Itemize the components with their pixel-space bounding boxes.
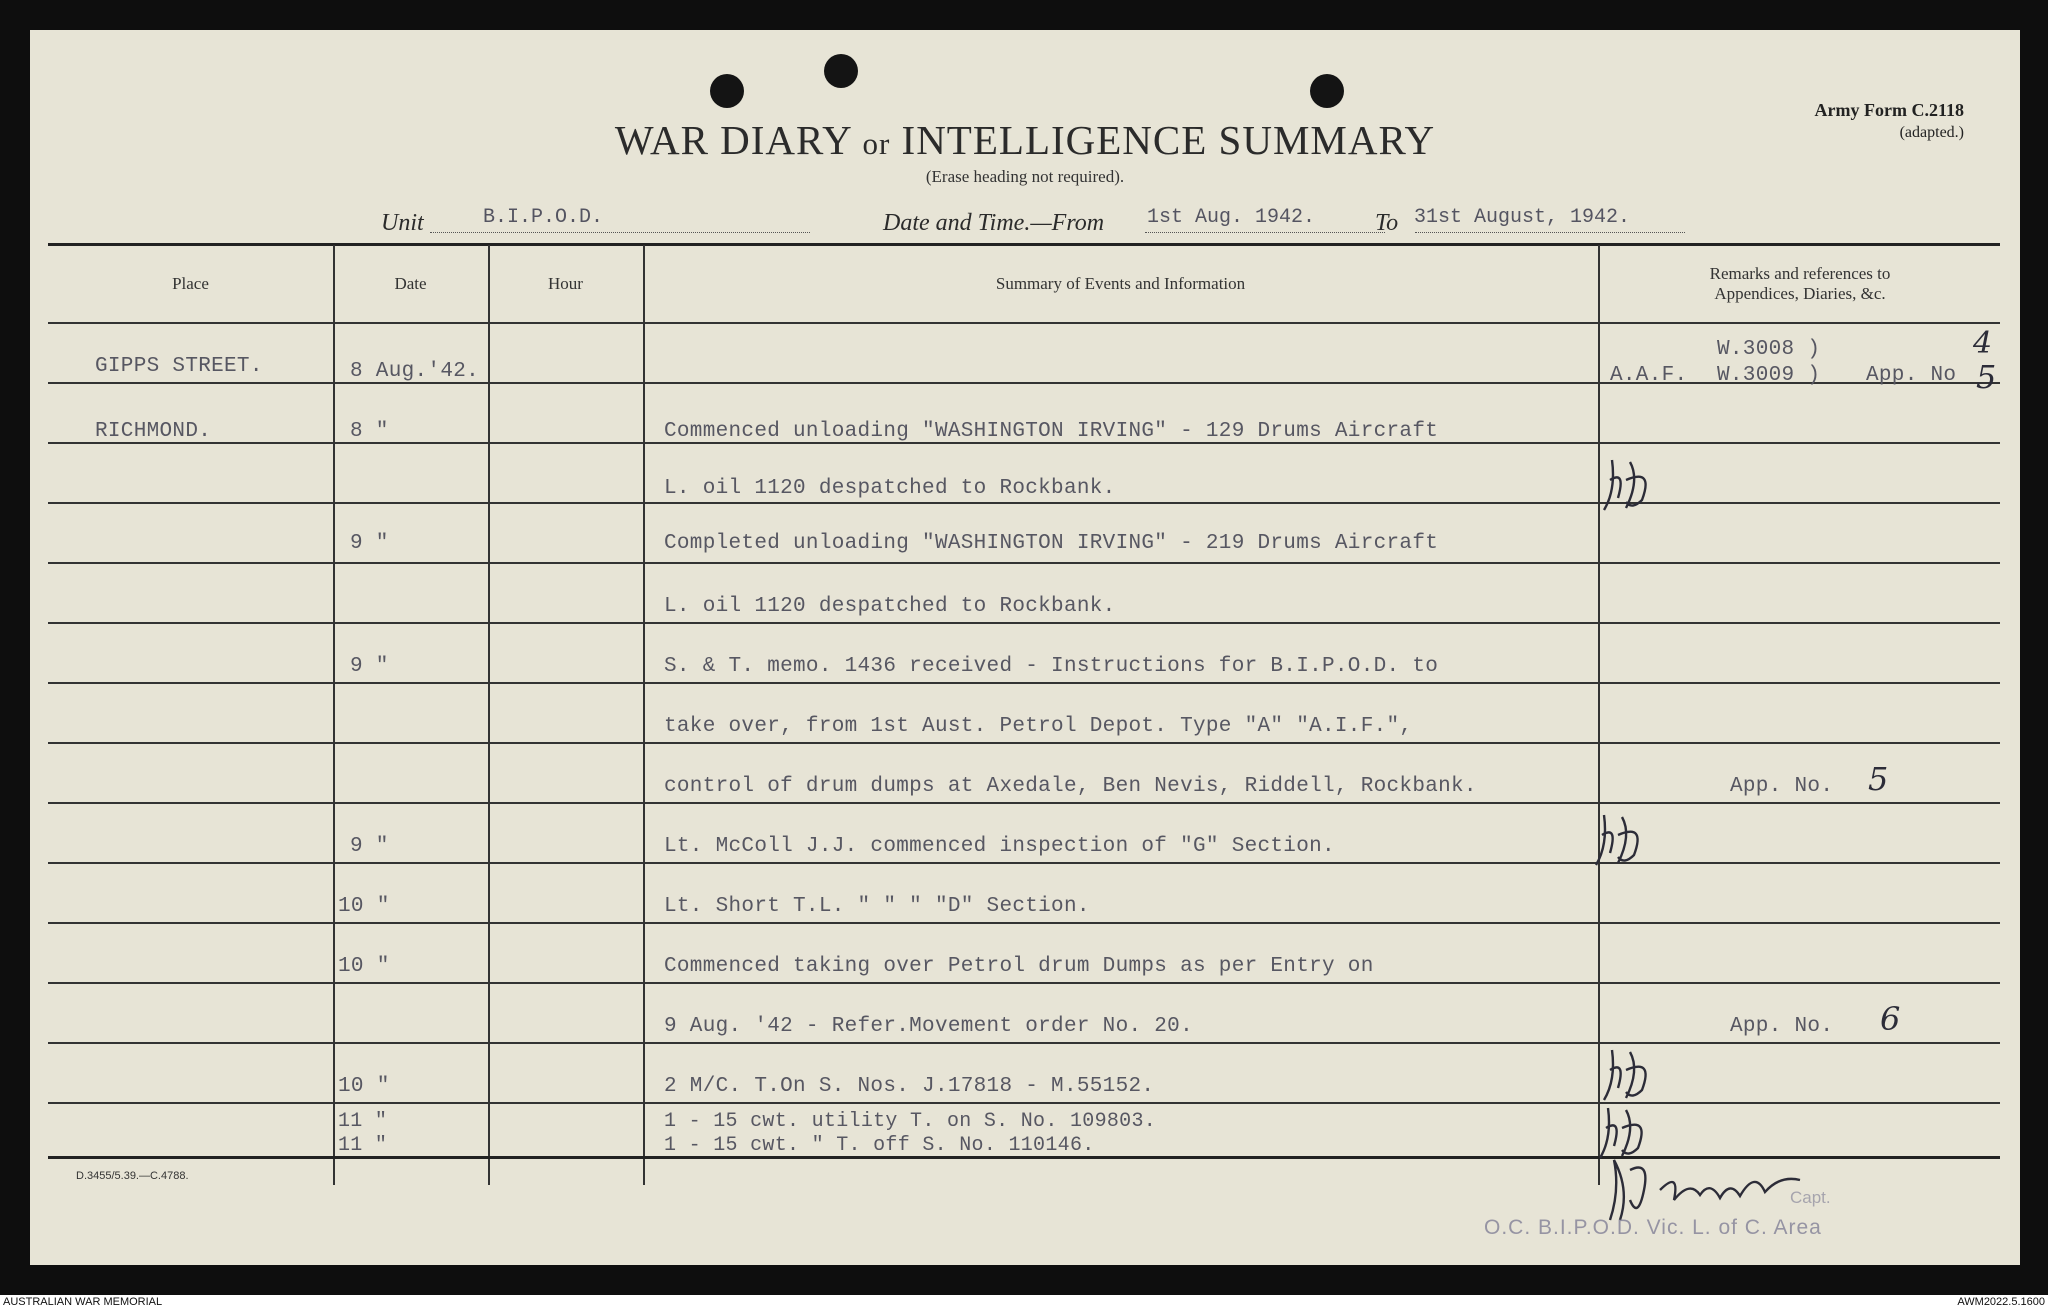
col-rule-date [488,245,490,1185]
row-rule [48,562,2000,564]
row-summary: Commenced unloading "WASHINGTON IRVING" - 129 Drums Aircraft [664,420,1439,443]
row-date: 10 " [338,1075,390,1098]
table-top-rule [48,243,2000,246]
row-date: 8 " [350,420,389,443]
row-summary: take over, from 1st Aust. Petrol Depot. Type "A" "A.I.F.", [664,715,1413,738]
to-dotline [1415,232,1685,233]
row-summary: 1 - 15 cwt. " T. off S. No. 110146. [664,1134,1095,1157]
unit-dotline [430,232,810,233]
from-value: 1st Aug. 1942. [1147,206,1316,229]
row-summary: 1 - 15 cwt. utility T. on S. No. 109803. [664,1110,1157,1133]
row-summary: S. & T. memo. 1436 received - Instructions for B.I.P.O.D. to [664,655,1439,678]
date-time-label: Date and Time.—From [883,210,1105,236]
row-place: RICHMOND. [95,420,212,443]
row-summary: 9 Aug. '42 - Refer.Movement order No. 20. [664,1015,1193,1038]
row-rule [48,682,2000,684]
remarks-aaf: A.A.F. [1610,364,1688,387]
row-rule [48,622,2000,624]
diary-page [30,30,2020,1265]
punch-hole [824,54,858,88]
handwritten-app-number: 5 [1868,760,1889,798]
row-summary: Commenced taking over Petrol drum Dumps as per Entry on [664,955,1374,978]
to-value: 31st August, 1942. [1414,206,1631,229]
row-rule [48,982,2000,984]
row-date: 9 " [350,532,389,555]
col-rule-hour [643,245,645,1185]
row-summary: Lt. McColl J.J. commenced inspection of "G" Section. [664,835,1335,858]
title-war-diary: WAR DIARY [614,117,852,163]
row-summary: Lt. Short T.L. " " " "D" Section. [664,895,1090,918]
row-summary: 2 M/C. T.On S. Nos. J.17818 - M.55152. [664,1075,1155,1098]
remarks-w3008: W.3008 ) [1717,338,1821,361]
punch-hole [1310,74,1344,108]
remarks-app-no: App. No [1866,364,1957,387]
remarks-w3009: W.3009 ) [1717,364,1821,387]
row-rule [48,862,2000,864]
row-date: 9 " [350,835,389,858]
caption-left: AUSTRALIAN WAR MEMORIAL [3,1296,163,1308]
unit-value: B.I.P.O.D. [483,206,604,229]
col-header-remarks [1600,264,2000,304]
punch-hole [710,74,744,108]
col-header-summary: Summary of Events and Information [995,274,1246,293]
remarks-header-line2: Appendices, Diaries, &c. [1714,284,1886,303]
row-rule [48,802,2000,804]
remarks-header-line1: Remarks and references to [1709,264,1891,283]
row-rule [48,1102,2000,1104]
row-date: 11 " [338,1134,388,1157]
title-intelligence-summary: INTELLIGENCE SUMMARY [901,117,1436,163]
handwritten-app-number: 6 [1880,1000,1901,1038]
col-rule-place [333,245,335,1185]
army-form-number [1814,100,1964,141]
form-title [30,116,2020,164]
adapted-note: (adapted.) [1899,124,1964,141]
row-rule [48,382,2000,384]
row-summary: Completed unloading "WASHINGTON IRVING" - 219 Drums Aircraft [664,532,1439,555]
to-label: To [1375,210,1399,236]
unit-label: Unit [381,210,424,236]
row-summary: L. oil 1120 despatched to Rockbank. [664,595,1116,618]
row-date: 9 " [350,655,389,678]
row-rule [48,1042,2000,1044]
row-date: 8 Aug.'42. [350,360,480,383]
initials-mark [1588,805,1658,875]
col-header-date: Date [394,274,427,293]
row-date: 10 " [338,955,390,978]
row-rule [48,742,2000,744]
initials-mark [1596,450,1666,520]
erase-note: (Erase heading not required). [925,167,1125,186]
row-date: 10 " [338,895,390,918]
col-header-place: Place [172,274,209,293]
row-place: GIPPS STREET. [95,355,263,378]
stamp-capt: Capt. [1790,1188,1831,1207]
row-summary: control of drum dumps at Axedale, Ben Nevis, Riddell, Rockbank. [664,775,1477,798]
title-or: or [862,126,891,161]
row-rule [48,322,2000,324]
army-form-label: Army Form C.2118 [1814,100,1964,120]
form-print-code: D.3455/5.39.—C.4788. [76,1170,189,1182]
handwritten-app-number: 5 [1976,358,1997,396]
row-rule [48,922,2000,924]
col-header-hour: Hour [548,274,583,293]
from-dotline [1145,232,1385,233]
row-rule [48,502,2000,504]
handwritten-app-number: 4 [1973,326,1993,361]
unit-stamp: O.C. B.I.P.O.D. Vic. L. of C. Area [1484,1216,1822,1239]
row-summary: L. oil 1120 despatched to Rockbank. [664,477,1116,500]
row-remarks: App. No. [1730,1015,1834,1038]
row-remarks: App. No. [1730,775,1834,798]
caption-bar [0,1295,2048,1310]
caption-right: AWM2022.5.1600 [1957,1296,2045,1308]
row-date: 11 " [338,1110,388,1133]
